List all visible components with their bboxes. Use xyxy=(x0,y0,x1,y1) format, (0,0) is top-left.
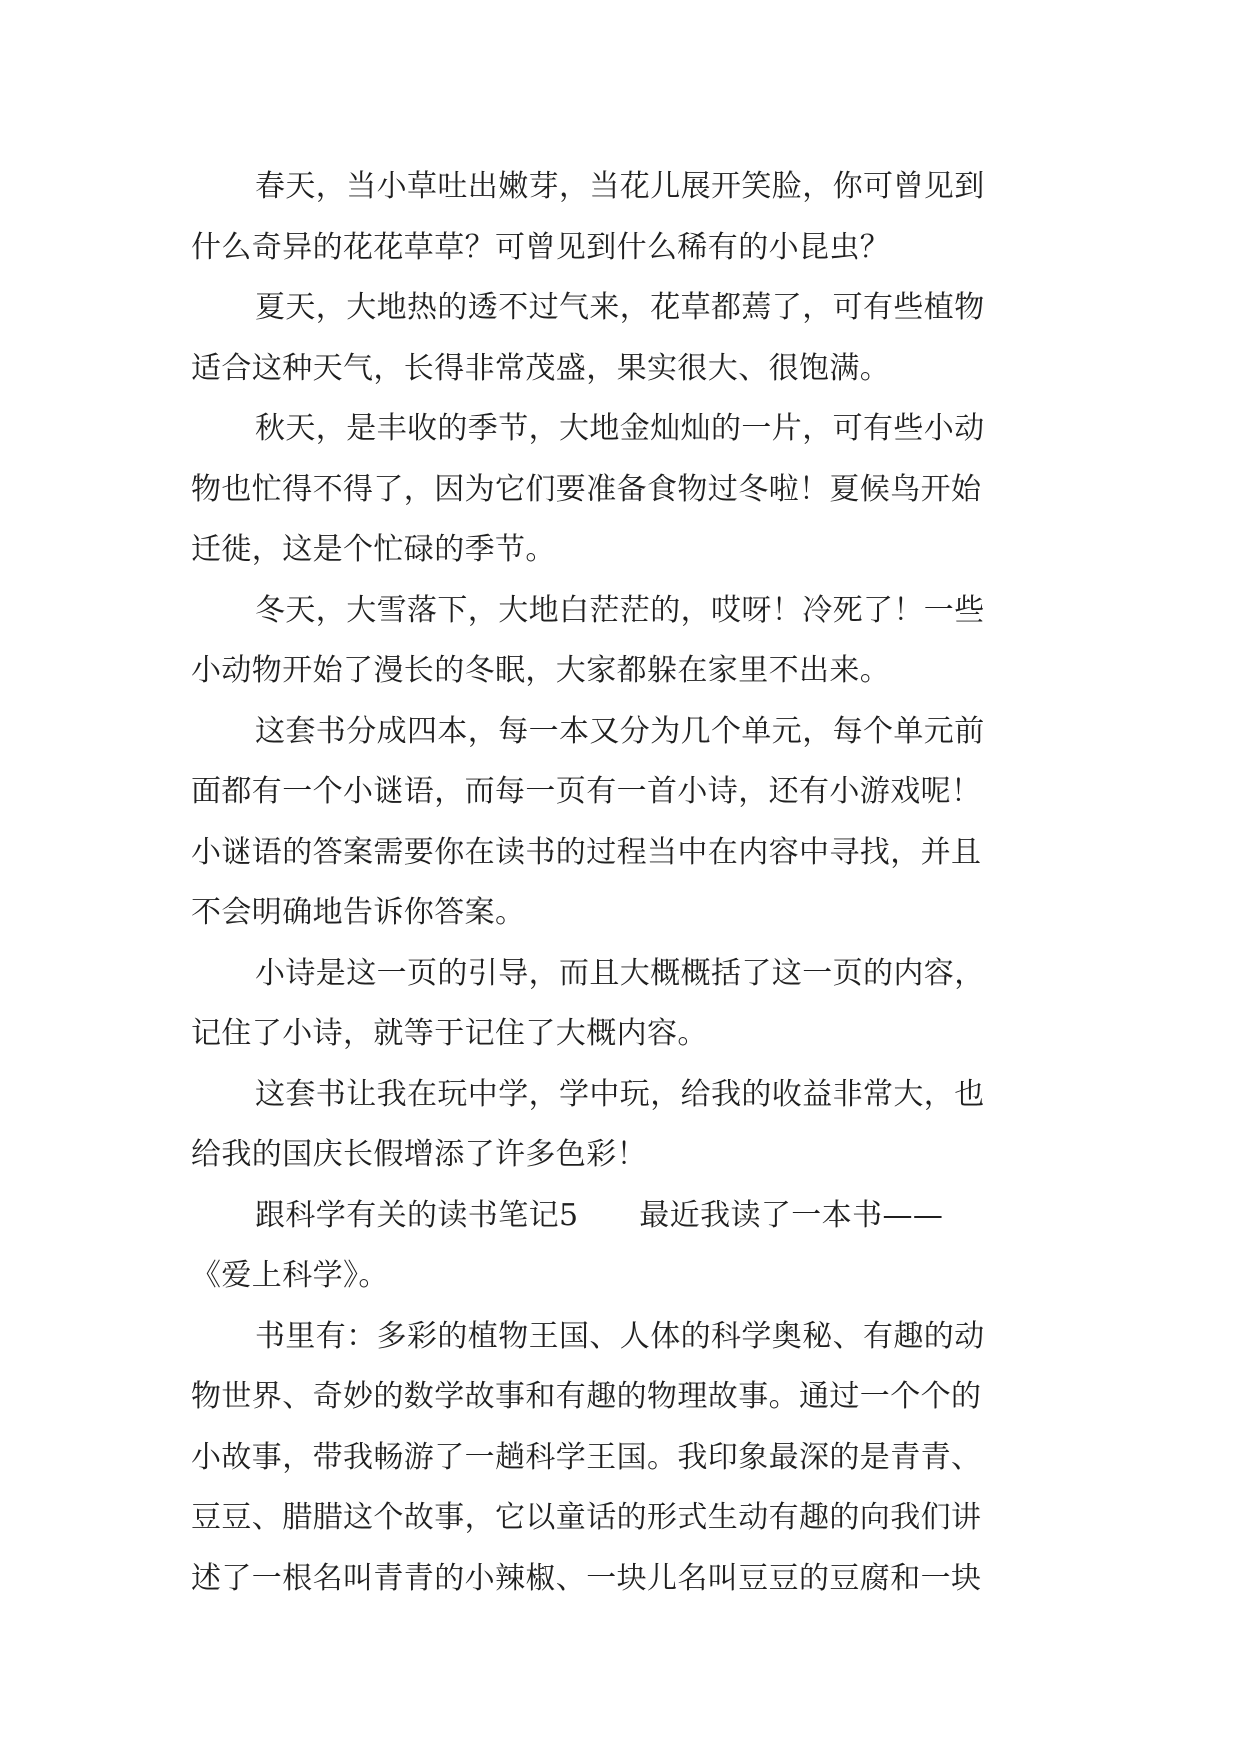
text-line: 面都有一个小谜语，而每一页有一首小诗，还有小游戏呢！ xyxy=(191,774,982,809)
text-line: 什么奇异的花花草草？可曾见到什么稀有的小昆虫？ xyxy=(191,229,891,265)
text-line: 跟科学有关的读书笔记5 最近我读了一本书—— xyxy=(255,1197,944,1233)
text-line: 不会明确地告诉你答案。 xyxy=(191,895,526,930)
text-line: 述了一根名叫青青的小辣椒、一块儿名叫豆豆的豆腐和一块 xyxy=(191,1560,982,1596)
text-line: 小诗是这一页的引导，而且大概概括了这一页的内容， xyxy=(255,955,985,991)
text-line: 这套书分成四本，每一本又分为几个单元，每个单元前 xyxy=(255,713,985,749)
paragraph-book-structure xyxy=(191,702,1059,944)
body-text xyxy=(191,157,1059,1609)
text-line: 夏天，大地热的透不过气来，花草都蔫了，可有些植物 xyxy=(255,290,985,325)
paragraph-learning xyxy=(191,1065,1059,1186)
paragraph-poems xyxy=(191,944,1059,1065)
text-line: 适合这种天气，长得非常茂盛，果实很大、很饱满。 xyxy=(191,350,891,386)
paragraph-summer xyxy=(191,278,1059,399)
paragraph-autumn xyxy=(191,399,1059,581)
text-line: 小动物开始了漫长的冬眠，大家都躲在家里不出来。 xyxy=(191,653,891,688)
text-line: 春天，当小草吐出嫩芽，当花儿展开笑脸，你可曾见到 xyxy=(255,169,985,204)
text-line: 记住了小诗，就等于记住了大概内容。 xyxy=(191,1016,708,1051)
text-line: 书里有：多彩的植物王国、人体的科学奥秘、有趣的动 xyxy=(255,1318,985,1354)
text-line: 冬天，大雪落下，大地白茫茫的，哎呀！冷死了！一些 xyxy=(255,592,985,628)
text-line: 物世界、奇妙的数学故事和有趣的物理故事。通过一个个的 xyxy=(191,1379,982,1414)
paragraph-winter xyxy=(191,581,1059,702)
paragraph-book-contents xyxy=(191,1307,1059,1610)
text-line: 《爱上科学》。 xyxy=(191,1258,389,1293)
paragraph-note-5-heading xyxy=(191,1186,1059,1307)
text-line: 这套书让我在玩中学，学中玩，给我的收益非常大，也 xyxy=(255,1076,985,1112)
text-line: 秋天，是丰收的季节，大地金灿灿的一片，可有些小动 xyxy=(255,411,985,446)
text-line: 小故事，带我畅游了一趟科学王国。我印象最深的是青青、 xyxy=(191,1439,982,1475)
text-line: 小谜语的答案需要你在读书的过程当中在内容中寻找，并且 xyxy=(191,834,982,870)
paragraph-spring xyxy=(191,157,1059,278)
text-line: 给我的国庆长假增添了许多色彩！ xyxy=(191,1137,647,1172)
text-line: 迁徙，这是个忙碌的季节。 xyxy=(191,532,556,567)
text-line: 豆豆、腊腊这个故事，它以童话的形式生动有趣的向我们讲 xyxy=(191,1500,982,1535)
text-line: 物也忙得不得了，因为它们要准备食物过冬啦！夏候鸟开始 xyxy=(191,471,982,507)
